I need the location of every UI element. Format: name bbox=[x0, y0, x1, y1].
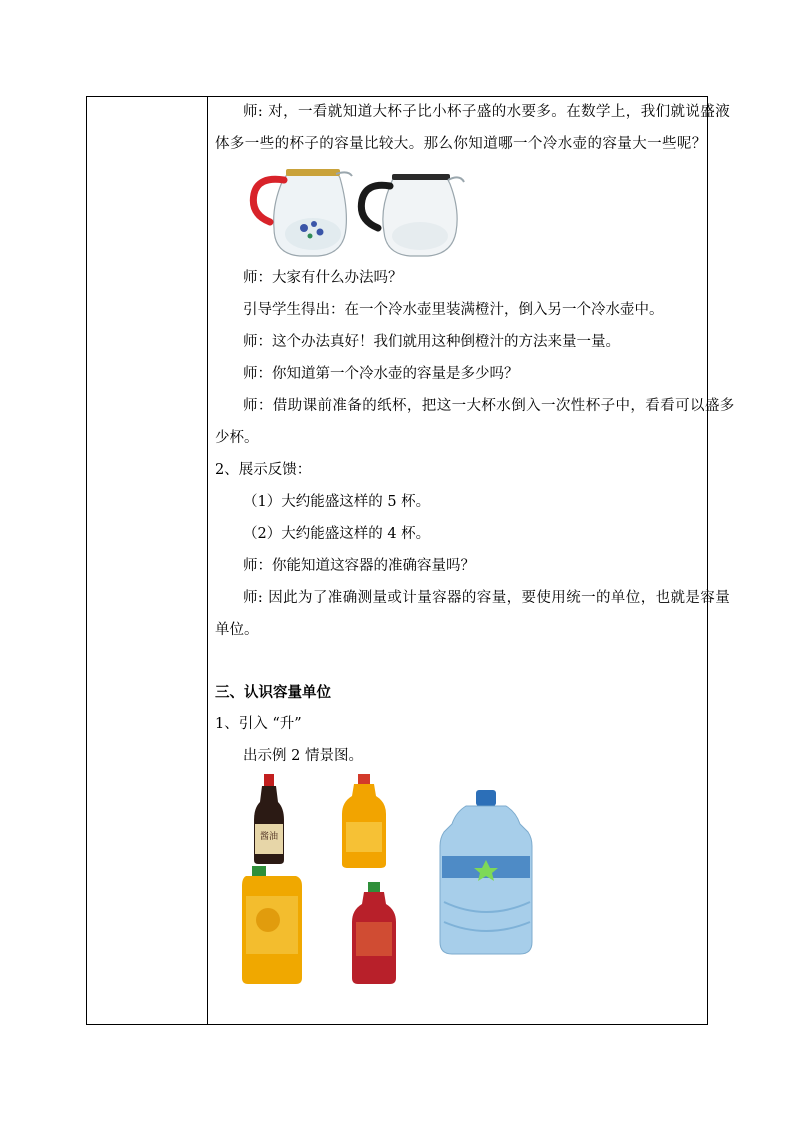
small-oil-bottle bbox=[342, 774, 386, 868]
soy-sauce-bottle bbox=[254, 774, 284, 864]
juice-bottle bbox=[352, 882, 396, 984]
pitcher-red-handle bbox=[253, 169, 352, 256]
paragraph-line: 出示例 2 情景图。 bbox=[243, 748, 363, 764]
list-heading: 2、展示反馈： bbox=[215, 462, 312, 478]
paragraph-line: 师：借助课前准备的纸杯，把这一大杯水倒入一次性杯子中，看看可以盛多 bbox=[243, 398, 735, 414]
section-heading: 三、认识容量单位 bbox=[215, 685, 331, 701]
bottles-image bbox=[240, 772, 530, 987]
paragraph-line: 师: 因此为了准确测量或计量容器的容量，要使用统一的单位，也就是容量 bbox=[243, 590, 731, 606]
list-item: （1）大约能盛这样的 5 杯。 bbox=[243, 494, 431, 510]
paragraph-line: 引导学生得出：在一个冷水壶里装满橙汁，倒入另一个冷水壶中。 bbox=[243, 302, 664, 318]
pitcher-black-handle bbox=[361, 174, 464, 256]
list-item: （2）大约能盛这样的 4 杯。 bbox=[243, 526, 431, 542]
table-column-divider bbox=[207, 96, 208, 1025]
paragraph-line: 体多一些的杯子的容量比较大。那么你知道哪一个冷水壶的容量大一些呢？ bbox=[215, 136, 707, 152]
paragraph-line: 单位。 bbox=[215, 622, 259, 638]
soy-label: 酱油 bbox=[259, 832, 279, 842]
large-oil-jug bbox=[242, 866, 302, 984]
paragraph-line: 师：你能知道这容器的准确容量吗？ bbox=[243, 558, 475, 574]
paragraph-line: 师：大家有什么办法吗？ bbox=[243, 270, 403, 286]
paragraph-line: 师：你知道第一个冷水壶的容量是多少吗？ bbox=[243, 366, 519, 382]
paragraph-line: 师：这个办法真好！我们就用这种倒橙汁的方法来量一量。 bbox=[243, 334, 620, 350]
water-jug bbox=[440, 790, 532, 954]
pitchers-image bbox=[248, 166, 468, 262]
subsection-heading: 1、引入 “升” bbox=[215, 716, 302, 732]
paragraph-line: 少杯。 bbox=[215, 430, 259, 446]
paragraph-line: 师: 对，一看就知道大杯子比小杯子盛的水要多。在数学上，我们就说盛液 bbox=[243, 104, 731, 120]
